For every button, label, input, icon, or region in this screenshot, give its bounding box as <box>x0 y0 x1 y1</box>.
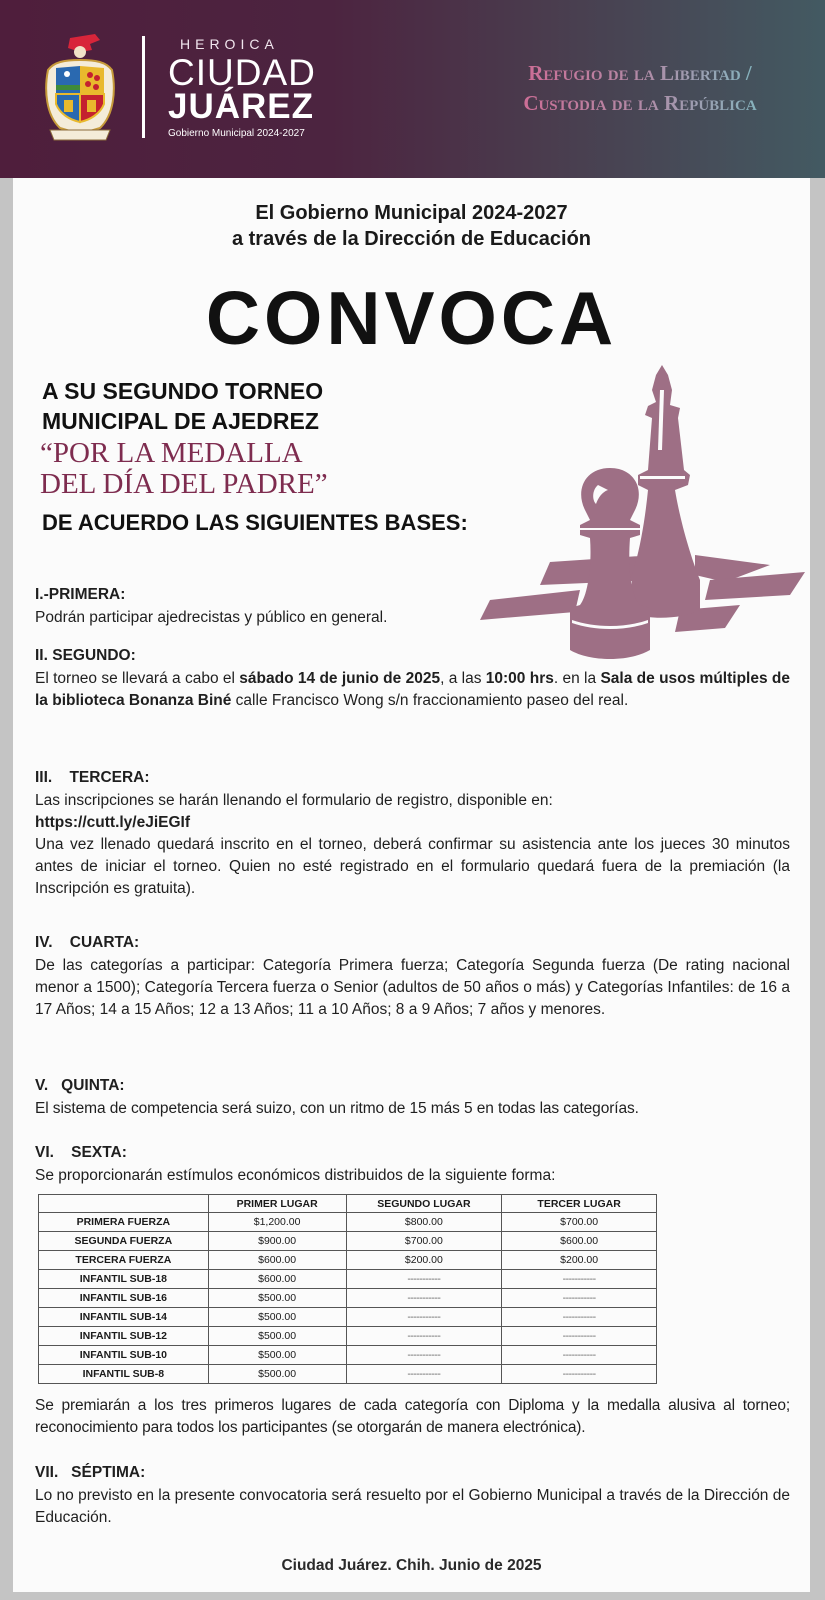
prizes-row <box>39 1327 657 1346</box>
prizes-header-second: SEGUNDO LUGAR <box>346 1195 502 1213</box>
slogan-line-2: Custodia de la República <box>523 91 757 115</box>
intro-heading <box>13 200 810 252</box>
prize-first: $600.00 <box>208 1270 346 1289</box>
logo-ciudad: CIUDAD <box>168 52 316 93</box>
prize-second: ----------- <box>346 1270 502 1289</box>
section-septima <box>35 1462 790 1529</box>
bases-heading: DE ACUERDO LAS SIGUIENTES BASES: <box>42 510 468 535</box>
prizes-row <box>39 1232 657 1251</box>
prize-third: ----------- <box>502 1346 657 1365</box>
section-primera-body: Podrán participar ajedrecistas y público en general. <box>35 609 388 626</box>
prize-third: $600.00 <box>502 1232 657 1251</box>
prizes-header-row <box>39 1195 657 1213</box>
tournament-title-line-1: A SU SEGUNDO TORNEO <box>42 378 324 404</box>
text-run: calle Francisco Wong s/n fraccionamiento paseo del real. <box>231 692 629 709</box>
coat-of-arms-icon <box>40 30 120 145</box>
awards-note: Se premiarán a los tres primeros lugares de cada categoría con Diploma y la medalla alusiva al torneo; reconocimiento para todos los participantes (se otorgarán de manera electrónica). <box>35 1397 790 1436</box>
logo-gobierno-municipal: Gobierno Municipal 2024-2027 <box>168 128 305 139</box>
section-tercera-body-2: Una vez llenado quedará inscrito en el torneo, deberá confirmar su asistencia ante los jueces 30 minutos antes de iniciar el torneo. Quien no esté registrado en el formulario quedará fuera de la premiación (la Inscripción es gratuita). <box>35 836 790 897</box>
intro-line-1: El Gobierno Municipal 2024-2027 <box>255 202 568 224</box>
section-quinta-title: V. QUINTA: <box>35 1077 125 1094</box>
prize-first: $500.00 <box>208 1365 346 1384</box>
slogan <box>490 58 790 118</box>
prize-third: ----------- <box>502 1289 657 1308</box>
section-tercera-body-1: Las inscripciones se harán llenando el formulario de registro, disponible en: <box>35 792 553 809</box>
text-run: . en la <box>553 670 601 687</box>
medal-subtitle-line-1: “POR LA MEDALLA <box>40 437 303 469</box>
prize-category: INFANTIL SUB-12 <box>39 1327 209 1346</box>
registration-link[interactable]: https://cutt.ly/eJiEGIf <box>35 814 191 831</box>
section-sexta-body: Se proporcionarán estímulos económicos distribuidos de la siguiente forma: <box>35 1167 556 1184</box>
prizes-header-third: TERCER LUGAR <box>502 1195 657 1213</box>
prizes-row <box>39 1365 657 1384</box>
prize-first: $500.00 <box>208 1308 346 1327</box>
section-quinta-body: El sistema de competencia será suizo, con un ritmo de 15 más 5 en todas las categorías. <box>35 1100 639 1117</box>
prizes-row <box>39 1346 657 1365</box>
prizes-table <box>38 1194 657 1384</box>
text-run: , a las <box>440 670 486 687</box>
prize-second: ----------- <box>346 1327 502 1346</box>
prize-category: INFANTIL SUB-8 <box>39 1365 209 1384</box>
prize-first: $1,200.00 <box>208 1213 346 1232</box>
section-segundo <box>35 645 790 712</box>
prizes-row <box>39 1213 657 1232</box>
prize-third: ----------- <box>502 1308 657 1327</box>
prize-category: PRIMERA FUERZA <box>39 1213 209 1232</box>
prize-second: ----------- <box>346 1289 502 1308</box>
event-venue: Sala de usos múltiples de la biblioteca Bonanza Biné <box>35 670 791 709</box>
prizes-header-category <box>39 1195 209 1213</box>
prize-category: INFANTIL SUB-16 <box>39 1289 209 1308</box>
prizes-row <box>39 1270 657 1289</box>
section-sexta-awards <box>35 1395 790 1439</box>
prize-first: $500.00 <box>208 1327 346 1346</box>
tournament-title-line-2: MUNICIPAL DE AJEDREZ <box>42 408 319 434</box>
prize-first: $500.00 <box>208 1289 346 1308</box>
prizes-row <box>39 1251 657 1270</box>
text-run: El torneo se llevará a cabo el <box>35 670 240 687</box>
logo-divider <box>142 36 145 138</box>
section-primera <box>35 584 790 629</box>
prizes-row <box>39 1289 657 1308</box>
prize-category: SEGUNDA FUERZA <box>39 1232 209 1251</box>
section-tercera-title: III. TERCERA: <box>35 769 150 786</box>
section-septima-title: VII. SÉPTIMA: <box>35 1464 146 1481</box>
footer-place-date: Ciudad Juárez. Chih. Junio de 2025 <box>281 1557 542 1574</box>
medal-subtitle-line-2: DEL DÍA DEL PADRE” <box>40 468 328 500</box>
prize-third: $700.00 <box>502 1213 657 1232</box>
prize-second: $700.00 <box>346 1232 502 1251</box>
logo-juarez: JUÁREZ <box>168 87 315 126</box>
section-segundo-body <box>35 668 790 712</box>
prize-third: ----------- <box>502 1365 657 1384</box>
section-sexta <box>35 1142 790 1187</box>
event-date: sábado 14 de junio de 2025 <box>239 670 441 687</box>
prize-second: $200.00 <box>346 1251 502 1270</box>
prize-category: INFANTIL SUB-10 <box>39 1346 209 1365</box>
prize-category: INFANTIL SUB-18 <box>39 1270 209 1289</box>
prizes-header-first: PRIMER LUGAR <box>208 1195 346 1213</box>
section-cuarta <box>35 932 790 1021</box>
event-time: 10:00 hrs <box>485 670 554 687</box>
header-banner <box>0 0 825 178</box>
section-tercera <box>35 767 790 900</box>
section-segundo-title: II. SEGUNDO: <box>35 647 136 664</box>
convoca-title: CONVOCA <box>205 276 618 360</box>
prize-third: ----------- <box>502 1327 657 1346</box>
medal-subtitle <box>40 438 328 500</box>
section-cuarta-title: IV. CUARTA: <box>35 934 140 951</box>
prize-second: ----------- <box>346 1308 502 1327</box>
section-cuarta-body: De las categorías a participar: Categoría Primera fuerza; Categoría Segunda fuerza (De rating nacional menor a 1500); Categoría Tercera fuerza o Senior (adultos de 50 años o más) y Categorías Infantiles: de 16 a 17 Años; 14 a 15 Años; 12 a 13 Años; 11 a 10 Años; 8 a 9 Años; 7 años y menores. <box>35 957 790 1018</box>
prize-second: ----------- <box>346 1365 502 1384</box>
prizes-row <box>39 1308 657 1327</box>
section-primera-title: I.-PRIMERA: <box>35 586 126 603</box>
intro-line-2: a través de la Dirección de Educación <box>231 228 592 250</box>
logo-heroica: HEROICA <box>180 36 279 52</box>
slogan-line-1: Refugio de la Libertad / <box>528 61 752 85</box>
section-sexta-title: VI. SEXTA: <box>35 1144 127 1161</box>
prize-third: $200.00 <box>502 1251 657 1270</box>
prize-third: ----------- <box>502 1270 657 1289</box>
prize-second: $800.00 <box>346 1213 502 1232</box>
section-quinta <box>35 1075 790 1120</box>
prize-category: INFANTIL SUB-14 <box>39 1308 209 1327</box>
prize-first: $500.00 <box>208 1346 346 1365</box>
section-septima-body: Lo no previsto en la presente convocatoria será resuelto por el Gobierno Municipal a través de la Dirección de Educación. <box>35 1487 790 1526</box>
prize-second: ----------- <box>346 1346 502 1365</box>
prize-category: TERCERA FUERZA <box>39 1251 209 1270</box>
tournament-title <box>42 376 323 436</box>
prize-first: $600.00 <box>208 1251 346 1270</box>
prize-first: $900.00 <box>208 1232 346 1251</box>
